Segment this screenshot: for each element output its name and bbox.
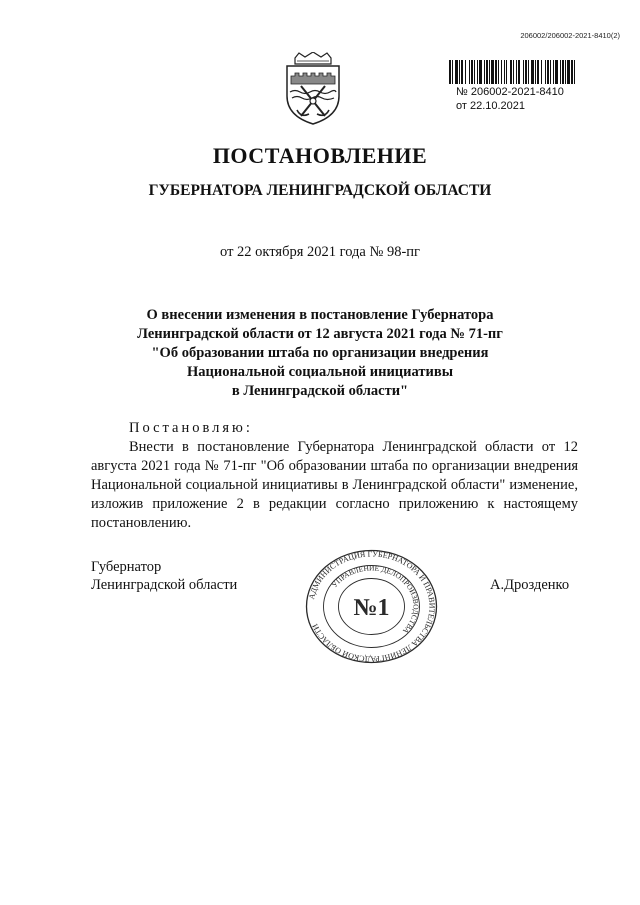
signatory-region: Ленинградской области: [91, 577, 238, 593]
registration-number: № 206002-2021-8410: [456, 86, 564, 98]
document-type-heading: ПОСТАНОВЛЕНИЕ: [212, 143, 428, 168]
document-subject: [120, 306, 520, 401]
signatory-name: А.Дрозденко: [490, 577, 570, 593]
stamp-center-number: №1: [353, 595, 390, 621]
subject-line: Национальной социальной инициативы: [186, 364, 454, 380]
subject-line: О внесении изменения в постановление Губернатора: [146, 307, 494, 323]
stamp-ring-text: АДМИНИСТРАЦИЯ ГУБЕРНАТОРА И ПРАВИТЕЛЬСТВА ЛЕНИНГРАДСКОЙ ОБЛАСТИ: [307, 549, 437, 664]
barcode-icon: [449, 60, 575, 84]
subject-line: Ленинградской области от 12 августа 2021 года № 71-пг: [137, 326, 503, 342]
document-body: Внести в постановление Губернатора Ленинградской области от 12 августа 2021 года № 71-пг "Об образовании штаба по организации внедрения Национальной социальной инициативы в Ленинградской области" изменение, изложив приложение 2 в редакции согласно приложению к настоящему постановлению.: [91, 439, 578, 531]
stamp-inner-text: УПРАВЛЕНИЕ ДЕЛОПРОИЗВОДСТВА: [329, 563, 421, 636]
registration-date: от 22.10.2021: [456, 100, 526, 112]
official-stamp: [304, 548, 439, 665]
decree-word: Постановляю:: [129, 420, 253, 436]
top-registration-code: 206002/206002-2021-8410(2): [520, 31, 620, 40]
coat-of-arms-icon: [283, 52, 343, 126]
subject-line: в Ленинградской области": [231, 383, 409, 399]
document-date-number: от 22 октября 2021 года № 98-пг: [220, 244, 420, 260]
document-authority-heading: ГУБЕРНАТОРА ЛЕНИНГРАДСКОЙ ОБЛАСТИ: [148, 182, 492, 199]
subject-line: "Об образовании штаба по организации внедрения: [151, 345, 489, 361]
signatory-title: Губернатор: [91, 559, 162, 575]
